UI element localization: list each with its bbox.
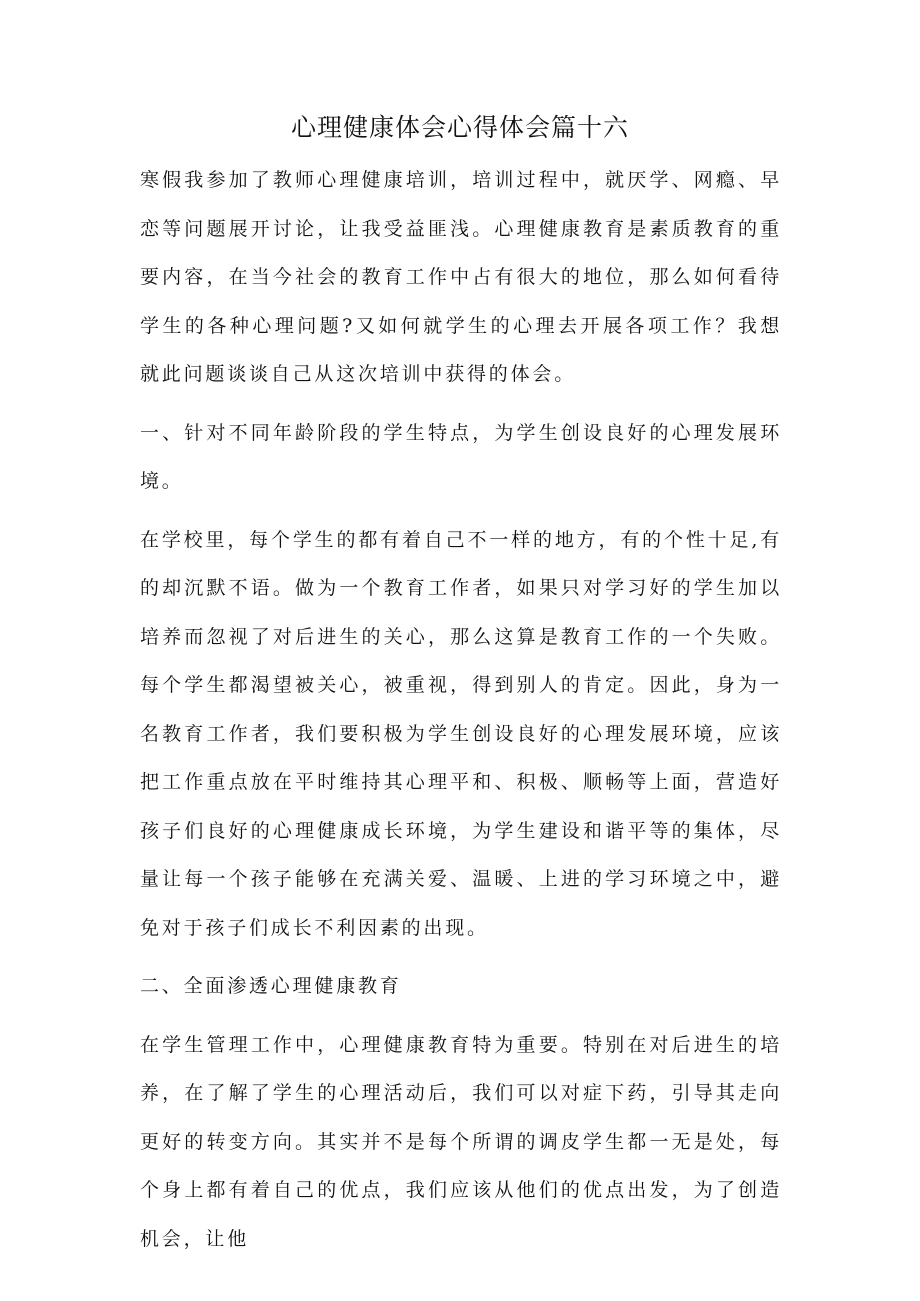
section-heading-2: 二、全面渗透心理健康教育 (140, 975, 402, 997)
document-body (140, 156, 782, 1263)
paragraph-gap (140, 506, 782, 516)
paragraph-gap (140, 952, 782, 962)
paragraph-gap (140, 1011, 782, 1021)
section-heading-1: 一、针对不同年龄阶段的学生特点，为学生创设良好的心理发展环境。 (140, 421, 782, 492)
paragraph-gap (140, 399, 782, 409)
paragraph-intro: 寒假我参加了教师心理健康培训，培训过程中，就厌学、网瘾、早恋等问题展开讨论，让我受益匪浅。心理健康教育是素质教育的重要内容，在当今社会的教育工作中占有很大的地位，那么如何看待学生的各种心理问题?又如何就学生的心理去开展各项工作？我想就此问题谈谈自己从这次培训中获得的体会。 (140, 169, 782, 385)
document-title: 心理健康体会心得体会篇十六 (290, 113, 629, 142)
paragraph-section-2: 在学生管理工作中，心理健康教育特为重要。特别在对后进生的培养，在了解了学生的心理活动后，我们可以对症下药，引导其走向更好的转变方向。其实并不是每个所谓的调皮学生都一无是处，每个身上都有着自己的优点，我们应该从他们的优点出发，为了创造机会，让他 (140, 1033, 782, 1250)
paragraph-section-1: 在学校里，每个学生的都有着自己不一样的地方，有的个性十足,有的却沉默不语。做为一个教育工作者，如果只对学习好的学生加以培养而忽视了对后进生的关心，那么这算是教育工作的一个失败。每个学生都渴望被关心，被重视，得到别人的肯定。因此，身为一名教育工作者，我们要积极为学生创设良好的心理发展环境，应该把工作重点放在平时维持其心理平和、积极、顺畅等上面，营造好孩子们良好的心理健康成长环境，为学生建设和谐平等的集体，尽量让每一个孩子能够在充满关爱、温暖、上进的学习环境之中，避免对于孩子们成长不利因素的出现。 (140, 528, 782, 939)
